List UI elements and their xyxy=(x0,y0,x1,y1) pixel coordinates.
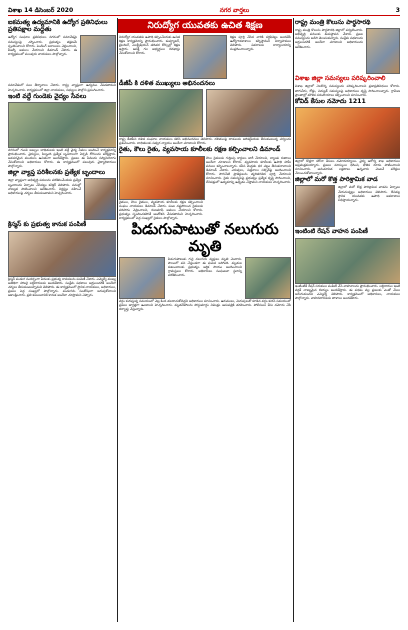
mid-article-3-body: రైతులు, కౌలు రైతులు, వ్యవసాయ కూలీలకు రక్షణ కల్పించాలని సంఘం నాయకులు డిమాండ్ చేశారు. పంట నష్టపోయిన రైతులకు పరిహారం చెల్లించాలని, రుణమాఫీ అమలు చేయాలని కోరారు. ప్రభుత్వం స్పందించకపోతే ఆందోళన చేపడతామని హెచ్చరించారు. కార్యక్రమంలో పెద్ద సంఖ్యలో రైతులు పాల్గొన్నారు. xyxy=(119,199,203,220)
mid-headline-2: రైతు, కౌలు రైతు, వ్యవసాయ కూలీలకు రక్షణ కల్పించాలని డిమాండ్ xyxy=(119,146,281,154)
mid-photo-portrait xyxy=(183,35,227,79)
right-photo-2 xyxy=(295,107,400,159)
left-photo-2 xyxy=(8,102,116,148)
left-headline-4: క్రిస్మస్ కు ప్రభుత్వ కానుక పంపిణీ xyxy=(8,221,87,229)
masthead-section: నగర వార్తలు xyxy=(219,6,250,14)
mid-article-4-cont: వర్షం కురుస్తున్న సమయంలో చెట్ల కింద తలదాచుకోవద్దని అధికారులు సూచించారు. ఉరుములు, మెరుపులతో కూడిన వర్షం కురిసే సమయంలో ప్రజలు జాగ్రత్తగా ఉండాలని హెచ్చరించారు. మృతదేహాలను పోస్టుమార్టం నిమిత్తం ఆసుపత్రికి తరలించారు. పోలీసులు కేసు నమోదు చేసి దర్యాప్తు చేస్తున్నారు. xyxy=(119,299,291,312)
right-headline-5: ఇంటింటి రేషన్ వాహన పంపిణీ xyxy=(295,228,368,236)
right-article-4-body: జిల్లాలో మరో కొత్త పారిశ్రామిక వాడను ఏర్పాటు చేయనున్నట్లు అధికారులు తెలిపారు. దీనివల్ల స్థానిక యువతకు ఉపాధి అవకాశాలు లభిస్తాయన్నారు. xyxy=(338,185,400,202)
mid-photo-3 xyxy=(206,89,291,137)
middle-column xyxy=(119,35,291,622)
left-photo-4 xyxy=(8,231,116,277)
mid-article-1-side: శిక్షణ పూర్తి చేసిన వారికి సర్టిఫికెట్లు అందజేసి ఉద్యోగావకాశాలు కల్పిస్తామని నిర్వాహకులు తెలిపారు. వివరాలకు కార్యాలయాన్ని సంప్రదించాలన్నారు. xyxy=(230,35,291,52)
mid-photo-4 xyxy=(119,156,205,200)
left-photo-1 xyxy=(80,35,116,83)
left-headline-1: ఐకమత్య ఉద్యమానికి ఉద్యోగ ప్రతినిధులు ప్రతిపక్షాల మద్దతు xyxy=(8,19,108,34)
mid-photo-2 xyxy=(119,89,203,137)
column-divider-right xyxy=(293,18,294,622)
mid-headline-1: డీజీపీ కి దళిత ముఖ్యులు అభినందనలు xyxy=(119,80,215,87)
left-article-1-cont: సమావేశంలో పలు తీర్మానాలు చేశారు. రాష్ట్ర వ్యాప్తంగా ఉద్యమం చేపడతామని హెచ్చరించారు. కార్యక్రమంలో జిల్లా నాయకులు, సభ్యులు పాల్గొని ప్రసంగించారు. xyxy=(8,83,116,92)
right-photo-3 xyxy=(295,185,335,227)
left-article-1-body: ఉద్యోగ సంఘాల ప్రతినిధులు నగరంలో సమావేశమై సమస్యలపై చర్చించారు. ప్రభుత్వం తక్షణమే స్పందించాలని కోరారు. పెండింగ్ బకాయిలు చెల్లించాలని, పీఆర్సీ అమలు చేయాలని డిమాండ్ చేశారు. ఈ కార్యక్రమంలో పలువురు నాయకులు పాల్గొన్నారు. xyxy=(8,35,77,56)
masthead xyxy=(8,6,400,16)
left-column xyxy=(8,18,116,622)
right-headline-1: రాష్ట్ర మంత్రి కొలుసు పార్థసారథి xyxy=(295,19,371,26)
column-divider-left xyxy=(117,18,118,622)
left-photo-3 xyxy=(84,178,116,220)
right-article-5-body: ఇంటింటికీ రేషన్ సరుకులు పంపిణీ చేసే వాహనాలను ప్రారంభించారు. లబ్ధిదారుల ఇంటి వద్దకే నాణ్యమైన బియ్యం అందజేస్తారు. ఈ పథకం వల్ల ప్రజలకు ఎంతో మేలు జరుగుతుందని ఎమ్మెల్యే తెలిపారు. కార్యక్రమంలో అధికారులు, నాయకులు పాల్గొన్నారు. వాహనదారులకు తాళాలు అందజేశారు. xyxy=(295,283,400,300)
right-article-3-body: జిల్లాలో కొత్తగా కరోనా కేసులు నమోదయ్యాయి. వైద్య ఆరోగ్య శాఖ అధికారులు అప్రమత్తమయ్యారు. ప్రజలు మాస్కులు ధరించి, భౌతిక దూరం పాటించాలని సూచించారు. అనుమానిత లక్షణాలు ఉన్నవారు వెంటనే పరీక్షలు చేయించుకోవాలన్నారు. xyxy=(295,158,400,176)
mid-article-3-cont: కౌలు రైతులకు గుర్తింపు కార్డులు జారీ చేయాలని, బ్యాంకు రుణాలు అందేలా చూడాలని కోరారు. వ్యవసాయ కూలీలకు ఉపాధి హామీ పనులు కల్పించాలన్నారు. కనీస మద్దతు ధర చట్టం తీసుకురావాలని డిమాండ్ చేశారు. ఎరువులు, విత్తనాలు సబ్సిడీపై అందించాలని కోరారు. సాగునీటి ప్రాజెక్టులను త్వరితగతిన పూర్తి చేయాలని సూచించారు. రైతు సమస్యలపై ప్రభుత్వం ప్రత్యేక దృష్టి సారించాలని, లేనిపక్షంలో ఉద్యమాన్ని ఉధృతం చేస్తామని నాయకులు హెచ్చరించారు. xyxy=(206,155,291,185)
masthead-date: విశాఖ 14 డిసెంబర్ 2020 xyxy=(8,6,74,14)
right-article-1-body: రాష్ట్ర మంత్రి కొలుసు పార్థసారథి జిల్లాలో పర్యటించారు. అభివృద్ధి పనులకు శంకుస్థాపన చేశారు. ప్రజల సమస్యలను అడిగి తెలుసుకున్నారు. సంక్షేమ పథకాలను అర్హులందరికీ అందేలా చూడాలని అధికారులను ఆదేశించారు. xyxy=(295,28,363,49)
masthead-page: 3 xyxy=(395,7,400,14)
top-banner-headline: నిరుద్యోగ యువతకు ఉచిత శిక్షణ xyxy=(118,19,292,33)
right-photo-1 xyxy=(366,28,400,74)
left-article-2-body: నగరంలో గుండె జబ్బుల బాధితులకు ఇంటి వద్దే వైద్య సేవలు అందించే కార్యక్రమాన్ని ప్రారంభించారు. వైద్యులు, సిబ్బంది ప్రత్యేక బృందాలుగా ఏర్పడి రోగులను పరీక్షిస్తారు. అవసరమైన మందులు ఉచితంగా అందజేస్తారు. ప్రజలు ఈ సేవలను సద్వినియోగం చేసుకోవాలని అధికారులు కోరారు. ఈ కార్యక్రమంలో పలువురు వైద్యాధికారులు పాల్గొన్నారు. xyxy=(8,147,116,169)
left-article-4-body: క్రిస్మస్ పండుగ సందర్భంగా పేదలకు ప్రభుత్వ కానుకలను పంపిణీ చేశారు. ఎమ్మెల్యే ముఖ్య అతిథిగా హాజరై లబ్ధిదారులకు అందజేశారు. సంక్షేమ పథకాలు అర్హులందరికీ అందేలా చర్యలు తీసుకుంటున్నామని తెలిపారు. ఈ కార్యక్రమంలో స్థానిక నాయకులు, అధికారులు, ప్రజలు పెద్ద సంఖ్యలో పాల్గొన్నారు. పండుగను సంతోషంగా జరుపుకోవాలని ఆకాంక్షించారు. ప్రతి కుటుంబానికి కానుక అందేలా చూస్తామని చెప్పారు. xyxy=(8,276,116,298)
right-headline-2: విశాఖ జిల్లా సమస్యలు పరిష్కరించాలి xyxy=(295,75,386,83)
right-article-2-body: విశాఖ జిల్లాలో నెలకొన్న సమస్యలను పరిష్కరించాలని ప్రజాప్రతినిధులు కోరారు. తాగునీరు, రోడ్లు, విద్యుత్ సమస్యలపై అధికారులు దృష్టి సారించాలన్నారు. గ్రామీణ ప్రాంతాల్లో మౌలిక సదుపాయాలు కల్పించాలని సూచించారు. xyxy=(295,84,400,97)
mid-article-2-body: రాష్ట్ర డీజీపీని దళిత సంఘాల నాయకులు కలిసి అభినందనలు తెలిపారు. దళితులపై దాడులను అరికట్టేందుకు తీసుకుంటున్న చర్యలను ప్రశంసించారు. బాధితులకు సత్వర న్యాయం అందేలా చూడాలని కోరారు. xyxy=(119,137,291,146)
mid-photo-5 xyxy=(119,257,165,299)
mid-article-4-body: పిడుగుపాటుకు గురై నలుగురు వ్యక్తులు మృతి చెందారు. పొలంలో పని చేస్తుండగా ఈ ఘటన జరిగింది. మృతుల కుటుంబాలకు ప్రభుత్వం ఆర్థిక సాయం అందించాలని గ్రామస్తులు కోరారు. అధికారులు సంఘటనా స్థలాన్ని పరిశీలించారు. xyxy=(168,257,242,278)
mid-article-1-body: నిరుద్యోగ యువతకు ఉపాధి కల్పించేందుకు ఉచిత శిక్షణ కార్యక్రమాన్ని ప్రారంభించారు. కంప్యూటర్, టైలరింగ్, ఎలక్ట్రీషియన్ తదితర కోర్సుల్లో శిక్షణ ఇస్తారు. ఆసక్తి గల అభ్యర్థులు దరఖాస్తు చేసుకోవాలని కోరారు. xyxy=(119,35,180,56)
left-headline-3: జిల్లా వ్యాప్త పరిశీలనకు ప్రత్యేక బృందాలు xyxy=(8,169,105,177)
left-headline-2: ఇంటి వద్దే గుండెకు వైద్యం సేవలు xyxy=(8,92,87,100)
right-column xyxy=(295,18,400,622)
right-photo-4 xyxy=(295,238,400,284)
mid-headline-3: పిడుగుపాటుతో నలుగురు మృతి xyxy=(131,220,279,256)
left-article-3-body: జిల్లా వ్యాప్తంగా అభివృద్ధి పనులను పరిశీలించేందుకు ప్రత్యేక బృందాలను ఏర్పాటు చేసినట్లు కలెక్టర్ తెలిపారు. పనుల్లో నాణ్యత పాటించాలని ఆదేశించారు. నిర్లక్ష్యం వహించే అధికారులపై చర్యలు తీసుకుంటామని హెచ్చరించారు. xyxy=(8,178,81,195)
mid-photo-6 xyxy=(245,257,291,299)
right-headline-4: జిల్లాలో మరో కొత్త పారిశ్రామిక వాడ xyxy=(295,176,378,184)
right-headline-3: కోవిడ్ కేసుల నమోదు 1211 xyxy=(295,97,366,105)
